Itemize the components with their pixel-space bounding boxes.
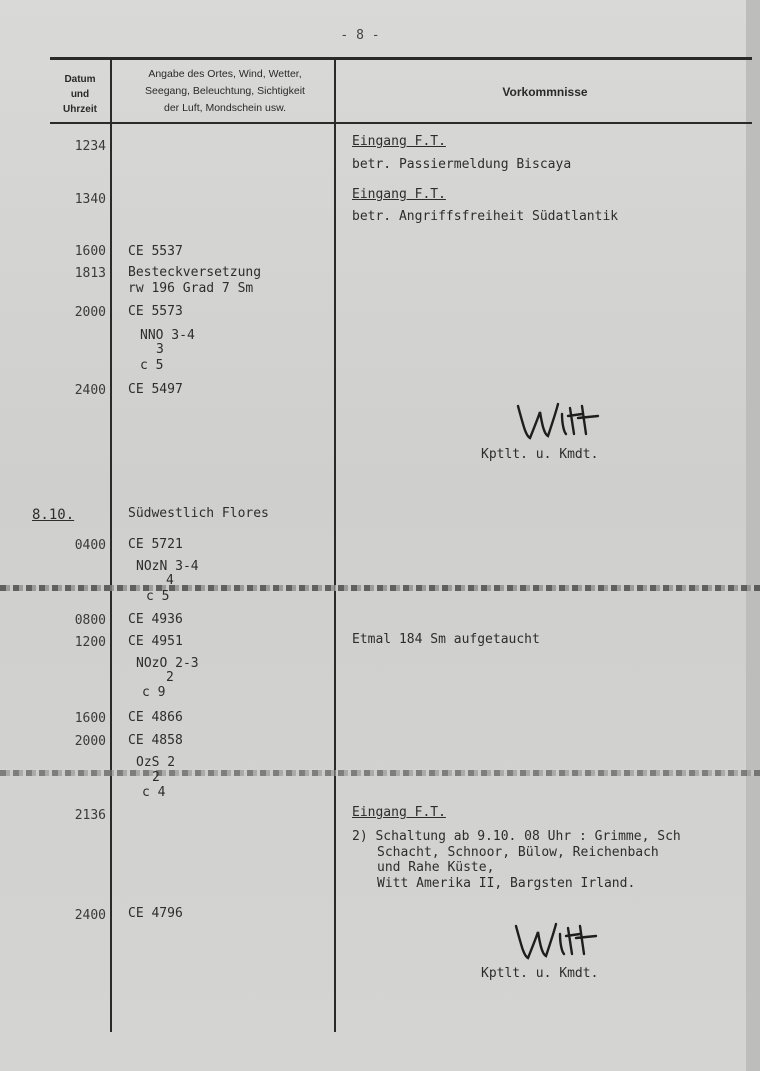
entry-time: 2000 xyxy=(74,734,106,749)
entry-event-text: und Rahe Küste, xyxy=(377,860,495,875)
entry-weather: c 9 xyxy=(142,685,166,700)
entry-time: 1600 xyxy=(74,711,106,726)
column-divider-1 xyxy=(110,60,112,1032)
entry-time: 1234 xyxy=(74,139,106,154)
entry-time: 2136 xyxy=(74,808,106,823)
header-angabe-line: der Luft, Mondschein usw. xyxy=(164,102,286,114)
entry-seastate: 2 xyxy=(152,770,160,785)
paper-fold-line xyxy=(0,585,760,591)
entry-position: CE 4796 xyxy=(128,906,183,921)
signature-handwritten xyxy=(510,918,600,964)
entry-position: rw 196 Grad 7 Sm xyxy=(128,281,254,296)
entry-event-text: betr. Passiermeldung Biscaya xyxy=(352,157,572,172)
entry-time: 2400 xyxy=(74,383,106,398)
entry-time: 1340 xyxy=(74,192,106,207)
entry-event-text: Etmal 184 Sm aufgetaucht xyxy=(352,632,540,647)
entry-position: CE 5497 xyxy=(128,382,183,397)
entry-position: CE 4951 xyxy=(128,634,183,649)
entry-position: CE 4858 xyxy=(128,733,183,748)
header-bottom-rule xyxy=(50,122,752,124)
entry-event-heading: Eingang F.T. xyxy=(352,134,446,149)
entry-event-text: 2) Schaltung ab 9.10. 08 Uhr : Grimme, Sch xyxy=(352,829,681,844)
signature-handwritten xyxy=(512,398,602,444)
header-datum-line: Uhrzeit xyxy=(63,104,97,115)
entry-position: CE 5573 xyxy=(128,304,183,319)
entry-time: 1600 xyxy=(74,244,106,259)
entry-time: 0800 xyxy=(74,613,106,628)
entry-time: 2000 xyxy=(74,305,106,320)
header-datum-line: und xyxy=(70,89,90,100)
entry-location: Südwestlich Flores xyxy=(128,506,269,521)
entry-weather: c 5 xyxy=(146,589,170,604)
signature-caption: Kptlt. u. Kmdt. xyxy=(481,447,599,462)
entry-time: 2400 xyxy=(74,908,106,923)
header-angabe-line: Seegang, Beleuchtung, Sichtigkeit xyxy=(145,85,305,97)
entry-seastate: 2 xyxy=(166,670,174,685)
entry-event-text: betr. Angriffsfreiheit Südatlantik xyxy=(352,209,619,224)
column-divider-2 xyxy=(334,60,336,1032)
entry-time: 0400 xyxy=(74,538,106,553)
entry-seastate: 4 xyxy=(166,573,174,588)
header-datum-line: Datum xyxy=(64,74,96,85)
entry-wind: OzS 2 xyxy=(136,755,176,770)
entry-position: Besteckversetzung xyxy=(128,265,262,280)
header-angabe xyxy=(114,66,336,117)
entry-weather: c 4 xyxy=(142,785,166,800)
entry-wind: NOzO 2-3 xyxy=(136,656,199,671)
entry-seastate: 3 xyxy=(156,342,164,357)
entry-position: CE 4936 xyxy=(128,612,183,627)
entry-time: 1200 xyxy=(74,635,106,650)
entry-event-text: Schacht, Schnoor, Bülow, Reichenbach xyxy=(377,845,659,860)
entry-event-heading: Eingang F.T. xyxy=(352,187,446,202)
header-angabe-line: Angabe des Ortes, Wind, Wetter, xyxy=(148,68,302,80)
entry-position: CE 4866 xyxy=(128,710,183,725)
entry-weather: c 5 xyxy=(140,358,164,373)
page-number: - 8 - xyxy=(340,28,380,43)
header-datum xyxy=(52,72,108,117)
page-edge-shadow xyxy=(746,0,760,1071)
entry-wind: NNO 3-4 xyxy=(140,328,195,343)
entry-position: CE 5721 xyxy=(128,537,183,552)
paper-fold-line xyxy=(0,770,760,776)
signature-caption: Kptlt. u. Kmdt. xyxy=(481,966,599,981)
header-vorkommnisse: Vorkommnisse xyxy=(502,85,588,99)
entry-wind: NOzN 3-4 xyxy=(136,559,199,574)
entry-date: 8.10. xyxy=(32,507,75,523)
entry-event-text: Witt Amerika II, Bargsten Irland. xyxy=(377,876,636,891)
entry-time: 1813 xyxy=(74,266,106,281)
entry-event-heading: Eingang F.T. xyxy=(352,805,446,820)
entry-position: CE 5537 xyxy=(128,244,183,259)
top-rule xyxy=(50,57,752,60)
